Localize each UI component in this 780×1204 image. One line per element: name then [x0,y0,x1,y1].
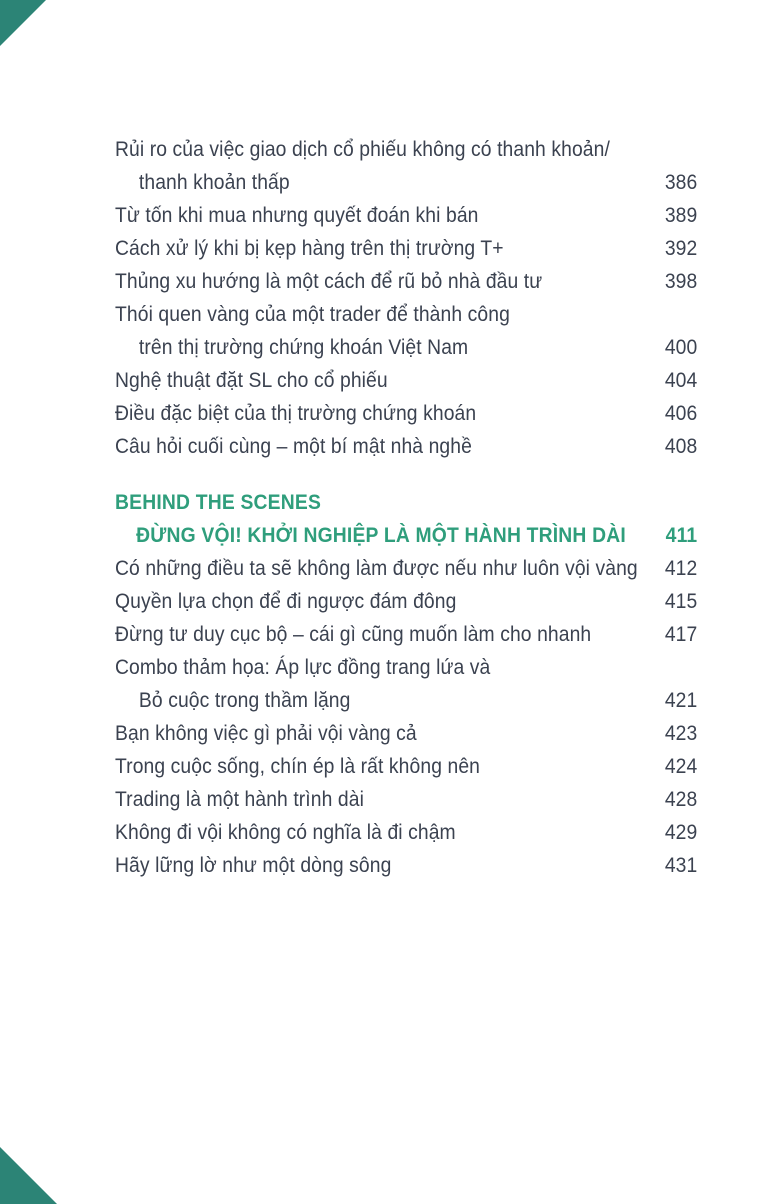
toc-row [115,750,697,783]
toc-entry-title: Bạn không việc gì phải vội vàng cả [115,722,417,745]
toc-row [115,618,697,651]
section-header-page: 411 [665,524,698,547]
toc-entry-title: trên thị trường chứng khoán Việt Nam [138,336,469,359]
toc-row [115,331,697,364]
toc-entry-title: Bỏ cuộc trong thầm lặng [138,689,351,712]
toc-row [115,684,697,717]
toc-row [115,717,697,750]
toc-row [115,430,697,463]
toc-entry-page: 389 [664,204,698,227]
toc-entry-title: thanh khoản thấp [138,171,290,194]
toc-entry-title: Không đi vội không có nghĩa là đi chậm [115,821,456,844]
toc-entry-title: Từ tốn khi mua nhưng quyết đoán khi bán [115,204,479,227]
section-header-line1 [115,486,697,519]
toc-entry-page: 421 [664,689,698,712]
toc-row [115,232,697,265]
toc-entry-title: Nghệ thuật đặt SL cho cổ phiếu [115,369,388,392]
toc-row [115,397,697,430]
toc-row [115,133,697,166]
toc-row [115,585,697,618]
toc-entry-title: Thủng xu hướng là một cách để rũ bỏ nhà đầu tư [115,270,543,293]
toc-row [115,849,697,882]
toc-entry-page: 412 [664,557,698,580]
toc-entry-page: 424 [664,755,698,778]
toc-entry-title: Combo thảm họa: Áp lực đồng trang lứa và [115,656,491,679]
corner-triangle-bottom-left-decoration [0,1147,57,1204]
toc-entry-title: Rủi ro của việc giao dịch cổ phiếu không có thanh khoản/ [115,138,610,161]
toc-row [115,552,697,585]
toc-entry-title: Câu hỏi cuối cùng – một bí mật nhà nghề [115,435,472,458]
toc-row [115,166,697,199]
toc-row [115,364,697,397]
toc-entry-page: 408 [664,435,698,458]
toc-entry-title: Quyền lựa chọn để đi ngược đám đông [115,590,457,613]
toc-entry-page: 398 [664,270,698,293]
toc-entry-page: 406 [664,402,698,425]
toc-entry-title: Điều đặc biệt của thị trường chứng khoán [115,402,477,425]
toc-entry-page: 404 [664,369,698,392]
toc-row [115,298,697,331]
toc-entry-page: 415 [664,590,698,613]
toc-entry-title: Hãy lững lờ như một dòng sông [115,854,392,877]
toc-entry-title: Có những điều ta sẽ không làm được nếu như luôn vội vàng [115,557,638,580]
toc-entry-title: Trong cuộc sống, chín ép là rất không nên [115,755,481,778]
toc-entry-title: Thói quen vàng của một trader để thành công [115,303,510,326]
section-header-subtitle: ĐỪNG VỘI! KHỞI NGHIỆP LÀ MỘT HÀNH TRÌNH DÀI [136,524,626,547]
section-header-behind-the-scenes [115,486,697,552]
toc-row [115,651,697,684]
toc-entry-page: 392 [664,237,698,260]
toc-row [115,783,697,816]
toc-row [115,199,697,232]
toc-entry-title: Đừng tư duy cục bộ – cái gì cũng muốn làm cho nhanh [115,623,592,646]
toc-entry-page: 431 [664,854,698,877]
section-header-title: BEHIND THE SCENES [115,491,322,514]
toc-row [115,265,697,298]
toc-entry-title: Trading là một hành trình dài [115,788,364,811]
toc-entry-page: 386 [664,171,698,194]
toc-entry-page: 400 [664,336,698,359]
toc-entry-page: 423 [664,722,698,745]
corner-triangle-top-left-decoration [0,0,46,46]
toc-row [115,816,697,849]
table-of-contents [115,133,697,882]
section-header-line2 [115,519,697,552]
toc-entry-page: 428 [664,788,698,811]
toc-entry-page: 429 [664,821,698,844]
toc-entry-page: 417 [664,623,698,646]
toc-entry-title: Cách xử lý khi bị kẹp hàng trên thị trường T+ [115,237,504,260]
